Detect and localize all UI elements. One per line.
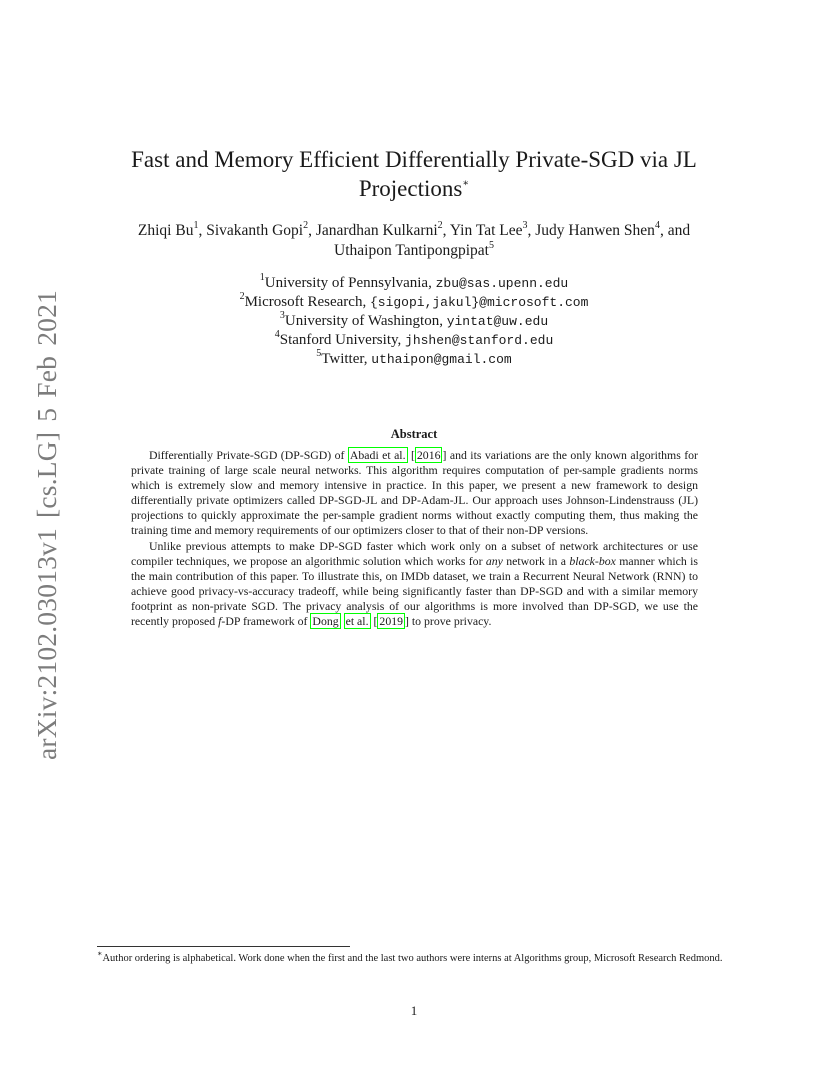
author-name: Uthaipon Tantipongpipat (334, 242, 489, 259)
author-affil-marker: 2 (303, 219, 309, 231)
abstract-paragraph-2: Unlike previous attempts to make DP-SGD faster which work only on a subset of network architectures or use compiler techniques, we propose an algorithmic solution which works for any network in a black-box manner which is the main contribution of this paper. To illustrate this, on IMDb dataset, we train a Recurrent Neural Network (RNN) to achieve good privacy-vs-accuracy tradeoff, while being significantly faster than DP-SGD and with a similar memory footprint as non-private SGD. The privacy analysis of our algorithms is more involved than DP-SGD, we use the recently proposed f-DP framework of Dong et al. [ 2019 ] to prove privacy. (131, 538, 699, 629)
author (137, 219, 207, 239)
author-separator: , (527, 222, 536, 239)
citation-link-dong-author-cont[interactable]: et al. (345, 614, 369, 629)
title-line-1: Fast and Memory Efficient Differentially Private-SGD via JL (131, 147, 697, 172)
abstract-text: and its variations are the only known algorithms for private training of large scale neural networks. This algorithm requires computation of per-sample gradients norms which is extremely slow and memory intensive in practice. In this paper, we present a new framework to design differentially private optimizers called DP-SGD-JL and DP-Adam-JL. Our approach uses Johnson-Lindenstrauss (JL) projections to quickly approximate the per-sample gradient norms without exactly computing them, thus making the training time and memory requirements of our optimizers closer to that of their non-DP versions. (131, 448, 698, 538)
abstract-text: -DP framework of (221, 614, 311, 629)
affil-marker: 5 (316, 348, 322, 359)
author (206, 219, 316, 239)
author (315, 219, 450, 239)
affiliation (150, 312, 678, 331)
abstract-text: network in a (502, 553, 570, 568)
abstract-emphasis: any (485, 553, 503, 568)
author-list (90, 221, 738, 261)
abstract-paragraph-1: Differentially Private-SGD (DP-SGD) of Abadi et al. [ 2016 ] and its variations are the only known algorithms for private training of large scale neural networks. This algorithm requires computation of per-sample gradients norms which is extremely slow and memory intensive in practice. In this paper, we present a new framework to design differentially private optimizers called DP-SGD-JL and DP-Adam-JL. Our approach uses Johnson-Lindenstrauss (JL) projections to quickly approximate the per-sample gradient norms without exactly computing them, thus making the training time and memory requirements of our optimizers closer to that of their non-DP versions. (131, 448, 698, 538)
abstract-text: Differentially Private-SGD (DP-SGD) of (149, 448, 348, 462)
abstract-emphasis: f (218, 614, 222, 629)
author-name: Sivakanth Gopi (206, 222, 304, 239)
citation-link-dong-year[interactable]: 2019 (379, 614, 404, 629)
affil-marker: 1 (259, 272, 265, 283)
affil-email: uthaipon@gmail.com (371, 352, 512, 367)
affil-email: zbu@sas.upenn.edu (435, 276, 569, 291)
author-name: Judy Hanwen Shen (535, 222, 655, 239)
footnote-marker: ∗ (97, 948, 103, 958)
footnote-rule (97, 946, 350, 947)
author-affil-marker: 4 (654, 219, 660, 231)
author-name: Yin Tat Lee (449, 222, 523, 239)
citation-link-abadi-author[interactable]: Abadi et al. (349, 448, 406, 462)
affil-org: Twitter, (321, 351, 372, 367)
abstract-body (131, 448, 698, 629)
author-name: Zhiqi Bu (137, 222, 194, 239)
abstract-text: manner which is the main contribution of this paper. To illustrate this, on IMDb dataset, we train a Recurrent Neural Network (RNN) to achieve good privacy-vs-accuracy tradeoff, while being significantly faster than DP-SGD and with a similar memory footprint as non-private SGD. The privacy analysis of our algorithms is more involved than DP-SGD, we use the recently proposed (131, 553, 699, 629)
affiliation (150, 274, 678, 293)
title-footnote-marker: ∗ (462, 178, 470, 190)
author-separator: , and (659, 222, 691, 239)
author (535, 219, 691, 239)
title-line-2 (100, 174, 728, 203)
author-separator: , (308, 222, 316, 239)
author-affil-marker: 2 (437, 219, 443, 231)
affil-org: University of Washington, (284, 313, 447, 329)
abstract-emphasis: black-box (569, 553, 616, 568)
footnote-text: Author ordering is alphabetical. Work done when the first and the last two authors were interns at Algorithms group, Microsoft Research Redmond. (102, 953, 723, 964)
affil-marker: 2 (239, 291, 245, 302)
abstract-text: Unlike previous attempts to make DP-SGD faster which work only on a subset of network architectures or use compiler techniques, we propose an algorithmic solution which works for (131, 538, 698, 568)
affil-org: Microsoft Research, (244, 294, 370, 310)
citation-link-dong-author[interactable]: Dong (312, 614, 339, 629)
author-separator: , (442, 222, 450, 239)
affil-marker: 4 (274, 329, 280, 340)
author-separator: , (198, 222, 207, 239)
affiliation-list (150, 274, 678, 369)
affiliation (150, 350, 678, 369)
affil-email: jhshen@stanford.edu (405, 333, 554, 348)
author-name: Janardhan Kulkarni (315, 222, 438, 239)
title-line-2-text: Projections (358, 176, 463, 201)
affil-org: Stanford University, (279, 332, 406, 348)
arxiv-identifier: arXiv:2102.03013v1 [cs.LG] 5 Feb 2021 (31, 289, 62, 761)
author (449, 219, 536, 239)
citation-link-abadi-year[interactable]: 2016 (416, 448, 441, 462)
affiliation (150, 293, 678, 312)
author-affil-marker: 5 (488, 239, 494, 251)
paper-title (100, 145, 728, 203)
page-number: 1 (410, 1003, 418, 1018)
affil-email: yintat@uw.edu (446, 314, 549, 329)
abstract-text: to prove privacy. (408, 614, 492, 629)
author-affil-marker: 3 (522, 219, 528, 231)
footnote (97, 948, 737, 965)
affil-marker: 3 (279, 310, 285, 321)
affiliation (150, 331, 678, 350)
author (334, 239, 494, 259)
author-affil-marker: 1 (193, 219, 199, 231)
affil-org: University of Pennsylvania, (264, 275, 436, 291)
affil-email: {sigopi,jakul}@microsoft.com (369, 295, 589, 310)
abstract-heading: Abstract (390, 427, 438, 441)
